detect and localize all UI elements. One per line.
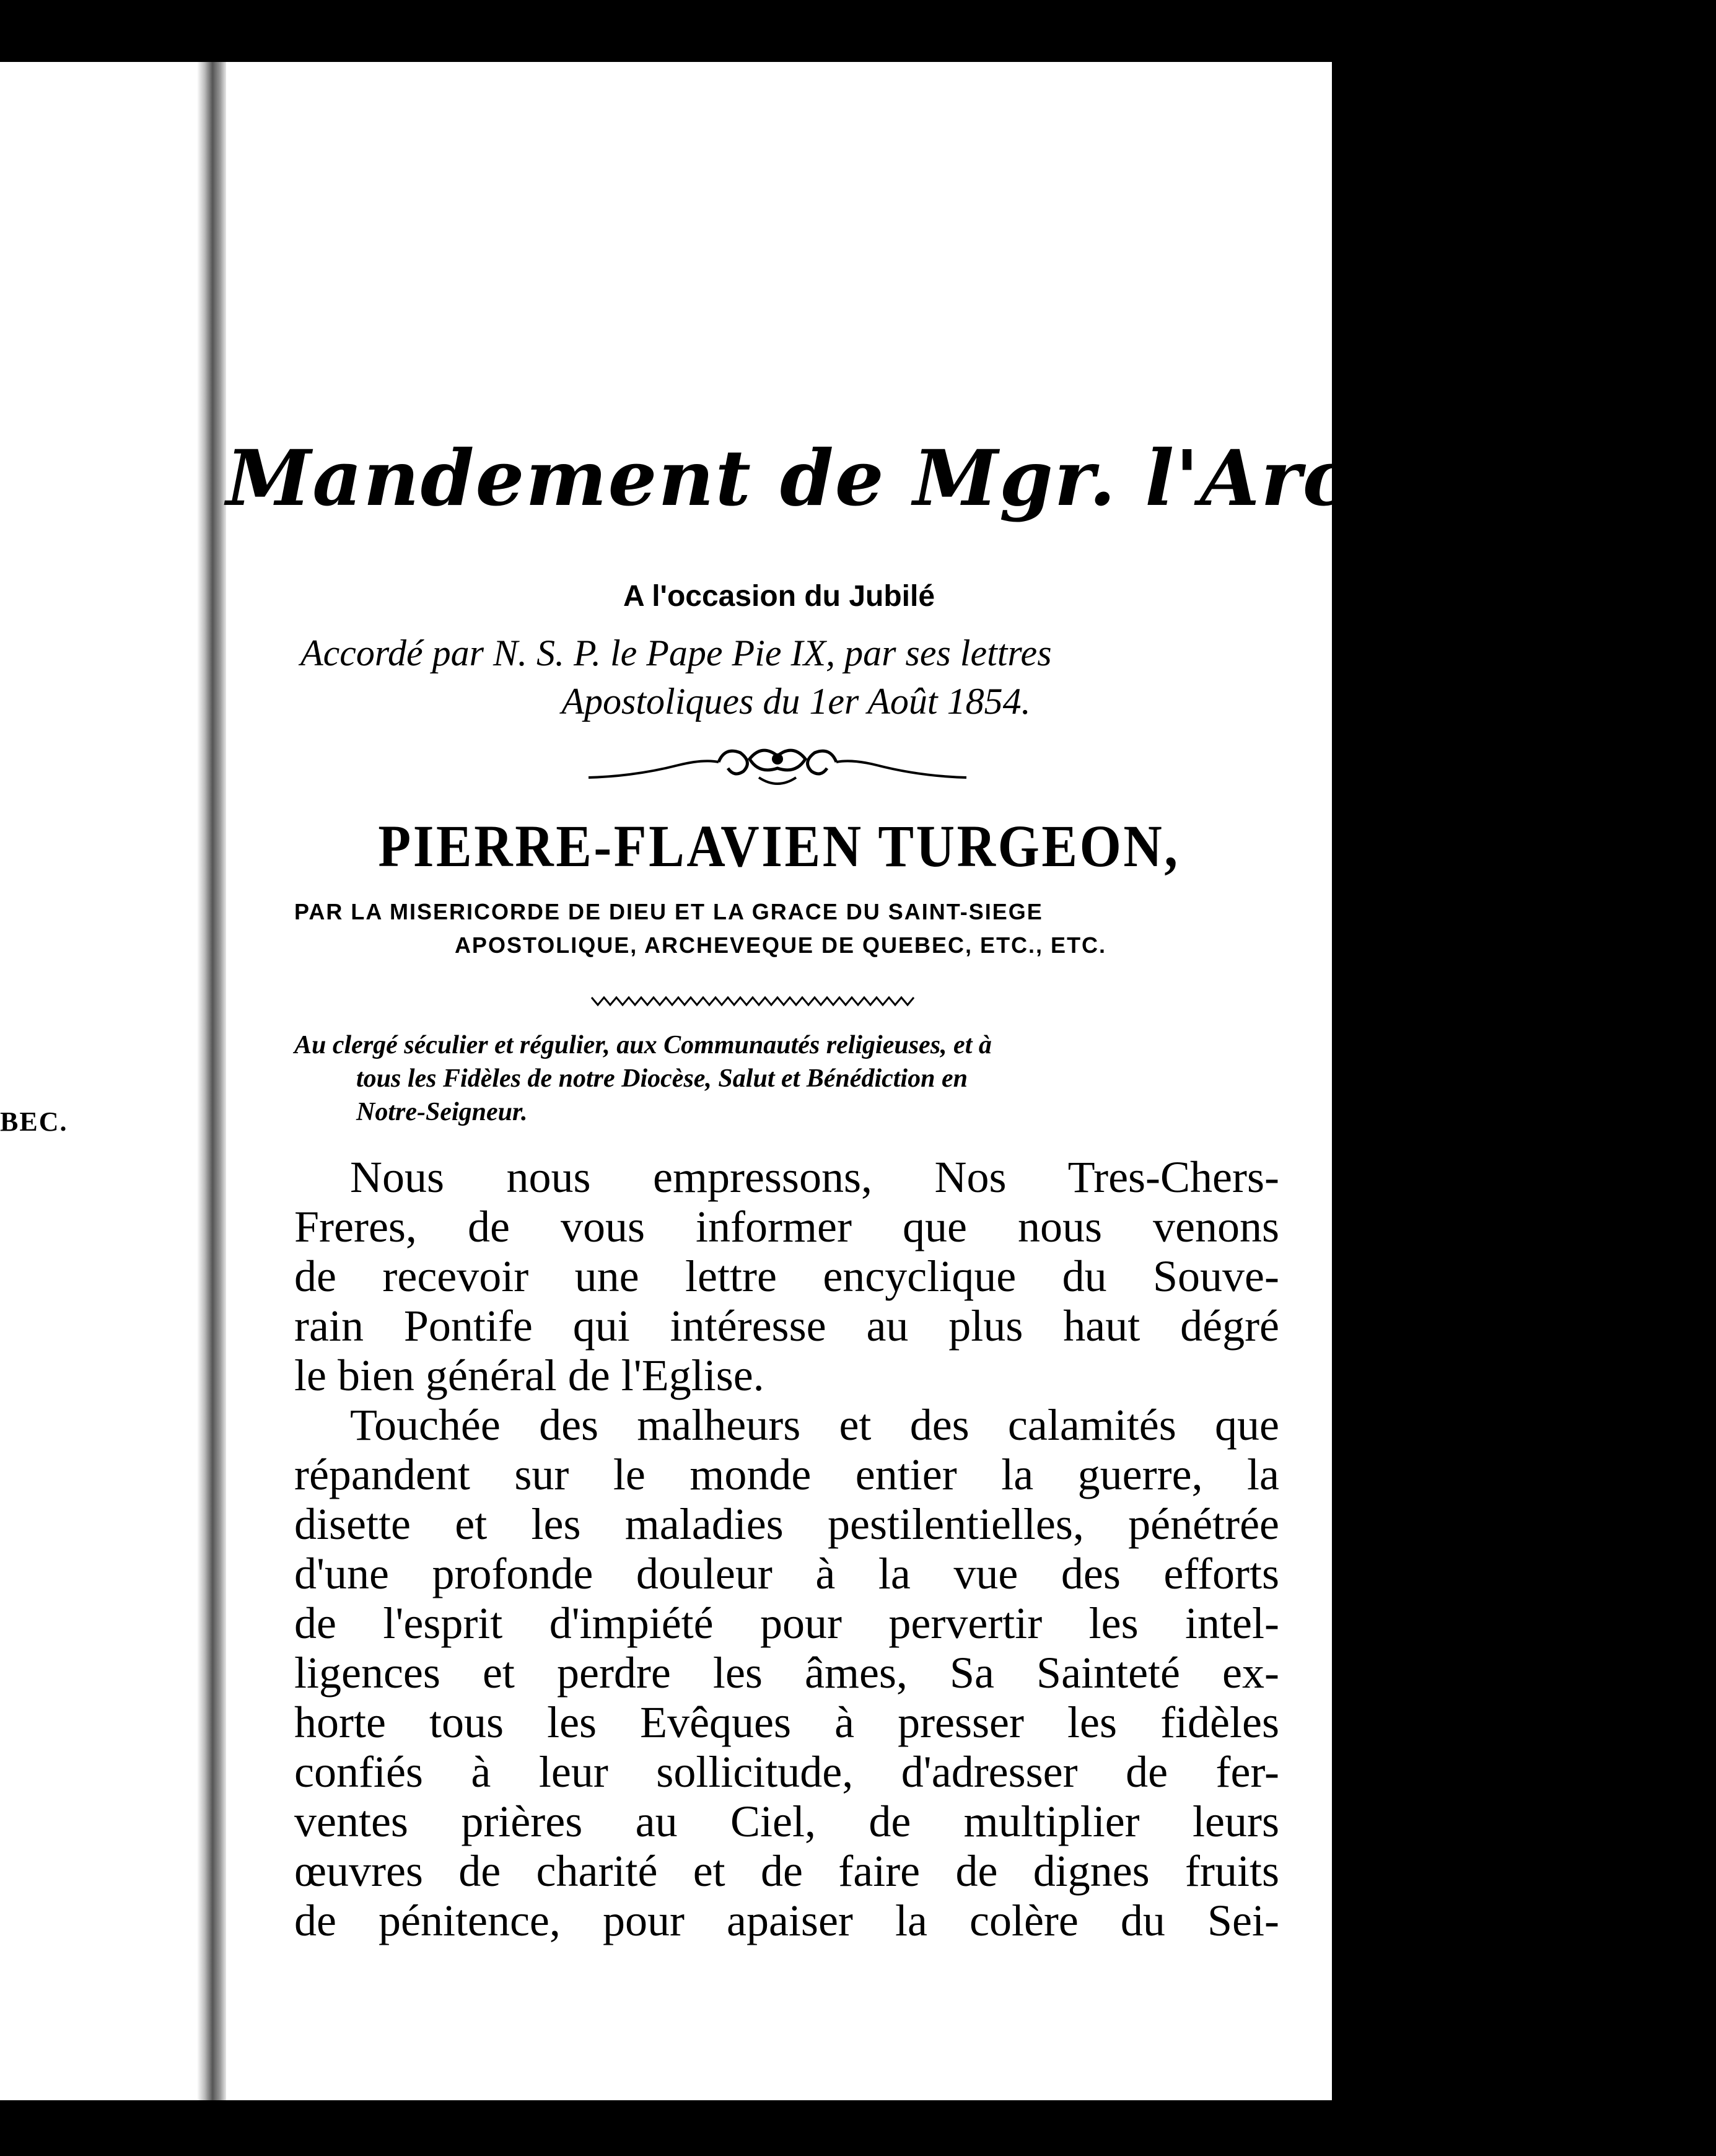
author-title-line-2: APOSTOLIQUE, ARCHEVEQUE DE QUEBEC, ETC., ETC. xyxy=(454,932,1107,958)
body-line: Touchée des malheurs et des calamités que xyxy=(350,1400,1279,1450)
left-page-fragment: BEC. xyxy=(0,1106,68,1137)
body-line: de recevoir une lettre encyclique du Souve- xyxy=(294,1251,1279,1301)
book-gutter xyxy=(197,62,228,2100)
accorde-line-2: Apostoliques du 1er Août 1854. xyxy=(561,681,1031,722)
body-line: ligences et perdre les âmes, Sa Sainteté ex- xyxy=(294,1648,1279,1698)
body-line: Nous nous empressons, Nos Tres-Chers- xyxy=(350,1152,1279,1202)
address-block xyxy=(294,1028,1273,1129)
accorde-block xyxy=(300,629,1292,725)
address-line-2: tous les Fidèles de notre Diocèse, Salut et Bénédiction en xyxy=(356,1064,968,1093)
mandement-title: Mandement de Mgr. l'Archeveque xyxy=(226,434,1716,524)
body-line: de pénitence, pour apaiser la colère du Sei- xyxy=(294,1896,1279,1945)
body-line: répandent sur le monde entier la guerre, la xyxy=(294,1450,1279,1499)
body-text xyxy=(294,1152,1279,1945)
address-line-3: Notre-Seigneur. xyxy=(356,1098,528,1126)
accorde-line-1: Accordé par N. S. P. le Pape Pie IX, par ses lettres xyxy=(300,633,1052,673)
author-name: PIERRE-FLAVIEN TURGEON, xyxy=(378,813,1180,879)
body-line: d'une profonde douleur à la vue des efforts xyxy=(294,1549,1279,1598)
body-line: confiés à leur sollicitude, d'adresser de fer- xyxy=(294,1747,1279,1797)
body-line: horte tous les Evêques à presser les fidèles xyxy=(294,1698,1279,1747)
author-title-block xyxy=(294,895,1267,962)
body-line: œuvres de charité et de faire de dignes fruits xyxy=(294,1846,1279,1896)
body-line: le bien général de l'Eglise. xyxy=(294,1351,764,1400)
left-page-edge xyxy=(0,62,204,2100)
document-page xyxy=(226,62,1716,2100)
body-line: de l'esprit d'impiété pour pervertir les intel- xyxy=(294,1598,1279,1648)
flourish-ornament-icon xyxy=(585,740,970,796)
occasion-line: A l'occasion du Jubilé xyxy=(623,580,935,613)
zigzag-rule-icon xyxy=(592,991,914,1010)
author-title-line-1: PAR LA MISERICORDE DE DIEU ET LA GRACE DU SAINT-SIEGE xyxy=(294,899,1043,924)
body-line: Freres, de vous informer que nous venons xyxy=(294,1202,1279,1251)
body-line: ventes prières au Ciel, de multiplier leurs xyxy=(294,1797,1279,1846)
body-line: rain Pontife qui intéresse au plus haut dégré xyxy=(294,1301,1279,1351)
address-line-1: Au clergé séculier et régulier, aux Communautés religieuses, et à xyxy=(294,1031,992,1059)
body-line: disette et les maladies pestilentielles, pénétrée xyxy=(294,1499,1279,1549)
